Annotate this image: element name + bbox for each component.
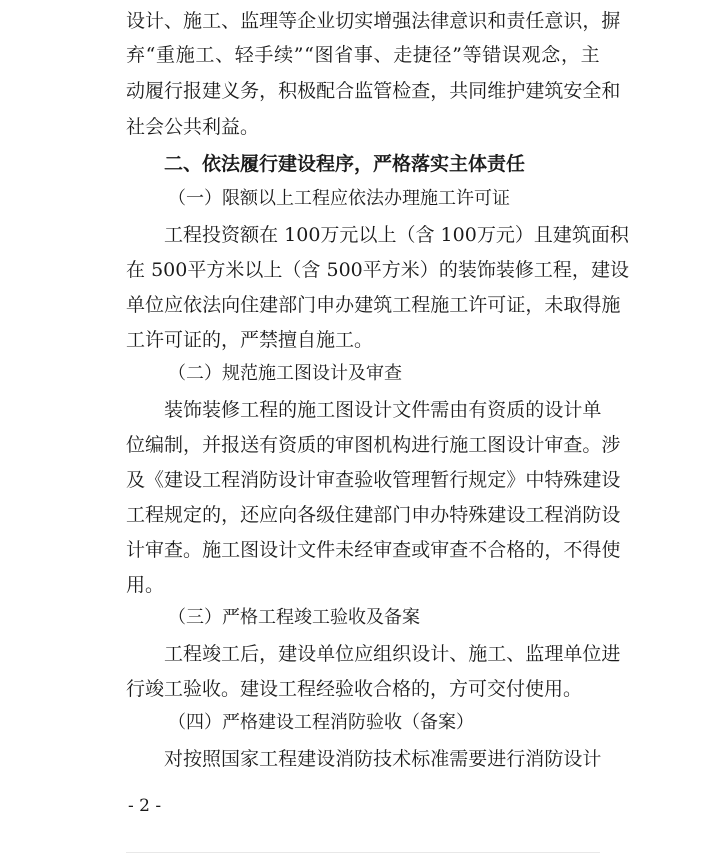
subsection-heading: （三）严格工程竣工验收及备案	[168, 607, 420, 628]
paragraph-line: 工许可证的，严禁擅自施工。	[126, 329, 374, 351]
paragraph-line: 行竣工验收。建设工程经验收合格的，方可交付使用。	[126, 678, 583, 700]
paragraph-line: 计 审 查 。 施 工 图 设 计 文 件 未 经 审 查 或 审 查 不 合 格 的 ， 不 得 使	[126, 539, 621, 561]
paragraph-line: 弃 “ 重 施 工 、 轻 手 续 ” “ 图 省 事 、 走 捷 径 ” 等 错 误 观 念 ， 主	[126, 44, 600, 66]
subsection-heading: （四）严格建设工程消防验收（备案）	[168, 712, 474, 733]
page-number: - 2 -	[128, 796, 162, 816]
paragraph-line: 装 饰 装 修 工 程 的 施 工 图 设 计 文 件 需 由 有 资 质 的 设 计 单	[164, 399, 602, 421]
paragraph-line: 工 程 规 定 的 ， 还 应 向 各 级 住 建 部 门 申 办 特 殊 建 设 工 程 消 防 设	[126, 504, 621, 526]
paragraph-line: 单 位 应 依 法 向 住 建 部 门 申 办 建 筑 工 程 施 工 许 可 证 ， 未 取 得 施	[126, 294, 621, 316]
paragraph-line: 及 《 建 设 工 程 消 防 设 计 审 查 验 收 管 理 暂 行 规 定 》 中 特 殊 建 设	[126, 469, 621, 491]
paragraph-line: 对 按 照 国 家 工 程 建 设 消 防 技 术 标 准 需 要 进 行 消 防 设 计	[164, 748, 602, 770]
paragraph-line: 动 履 行 报 建 义 务 ， 积 极 配 合 监 管 检 查 ， 共 同 维 护 建 筑 安 全 和	[126, 80, 621, 102]
paragraph-line: 工 程 投 资 额 在 100 万 元 以 上 （ 含 100 万 元 ） 且 建 筑 面 积	[164, 224, 629, 246]
paragraph-line: 用。	[126, 574, 165, 596]
paragraph-line: 工 程 竣 工 后 ， 建 设 单 位 应 组 织 设 计 、 施 工 、 监 理 单 位 进	[164, 643, 621, 665]
paragraph-line: 在 500 平 方 米 以 上 （ 含 500 平 方 米 ） 的 装 饰 装 修 工 程 ， 建 设	[126, 259, 629, 281]
subsection-heading: （一）限额以上工程应依法办理施工许可证	[168, 188, 510, 209]
paragraph-line: 社会公共利益。	[126, 116, 260, 138]
section-heading: 二、依法履行建设程序，严格落实主体责任	[164, 153, 526, 175]
page-bottom-divider	[126, 852, 600, 853]
paragraph-line: 位 编 制 ， 并 报 送 有 资 质 的 审 图 机 构 进 行 施 工 图 设 计 审 查 。 涉	[126, 434, 621, 456]
paragraph-line: 设 计 、 施 工 、 监 理 等 企 业 切 实 增 强 法 律 意 识 和 责 任 意 识 ， 摒	[126, 10, 621, 32]
subsection-heading: （二）规范施工图设计及审查	[168, 363, 402, 384]
